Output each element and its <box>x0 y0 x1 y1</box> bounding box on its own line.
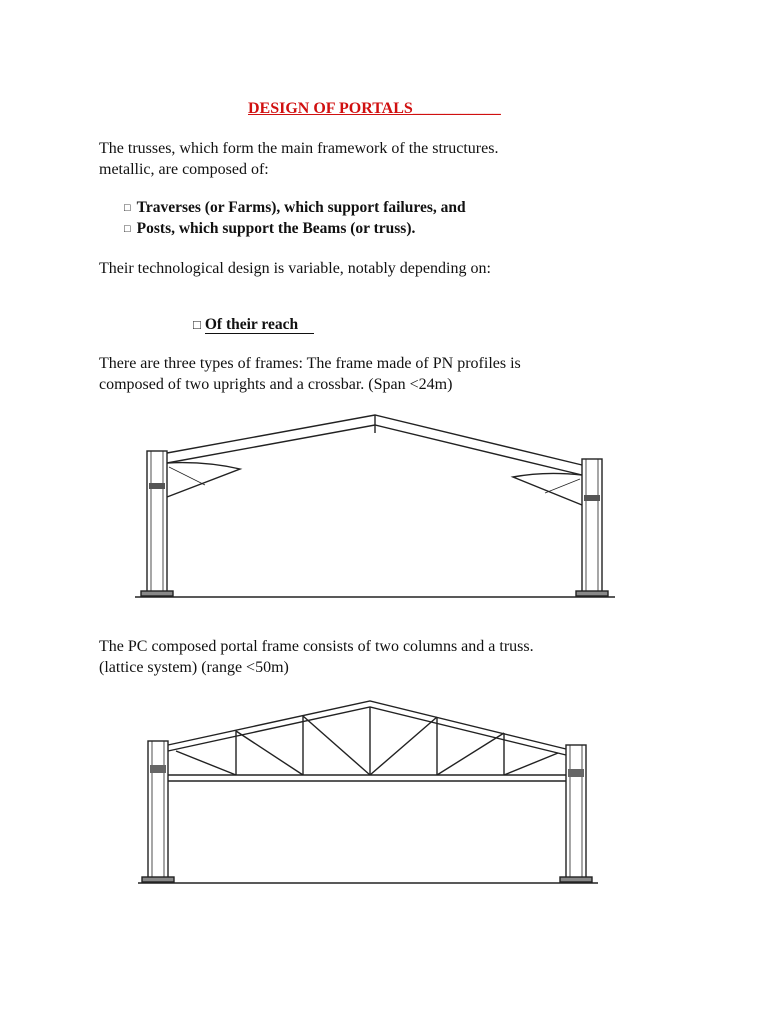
intro-line-2: metallic, are composed of: <box>99 161 269 178</box>
intro-line-1: The trusses, which form the main framework of the structures. <box>99 140 499 157</box>
pc-truss-portal-frame-drawing <box>138 695 598 890</box>
checkbox-bullet-icon: □ <box>193 317 201 332</box>
component-label: Traverses (or Farms), which support failures, and <box>136 199 466 216</box>
design-note: Their technological design is variable, notably depending on: <box>99 260 491 277</box>
frame-types-line-2: composed of two uprights and a crossbar. (Span <24m) <box>99 376 453 393</box>
checkbox-bullet-icon: □ <box>124 223 131 235</box>
pn-portal-frame-drawing <box>135 405 615 605</box>
component-label: Posts, which support the Beams (or truss). <box>136 220 416 237</box>
component-item-posts <box>124 220 415 238</box>
checkbox-bullet-icon: □ <box>124 202 131 214</box>
pc-frame-line-2: (lattice system) (range <50m) <box>99 659 289 676</box>
reach-heading <box>193 316 314 334</box>
component-item-traverses <box>124 199 466 217</box>
reach-heading-label: Of their reach <box>205 316 314 334</box>
page-title: DESIGN OF PORTALS___________ <box>248 100 501 117</box>
frame-types-line-1: There are three types of frames: The frame made of PN profiles is <box>99 355 521 372</box>
pc-frame-line-1: The PC composed portal frame consists of two columns and a truss. <box>99 638 534 655</box>
